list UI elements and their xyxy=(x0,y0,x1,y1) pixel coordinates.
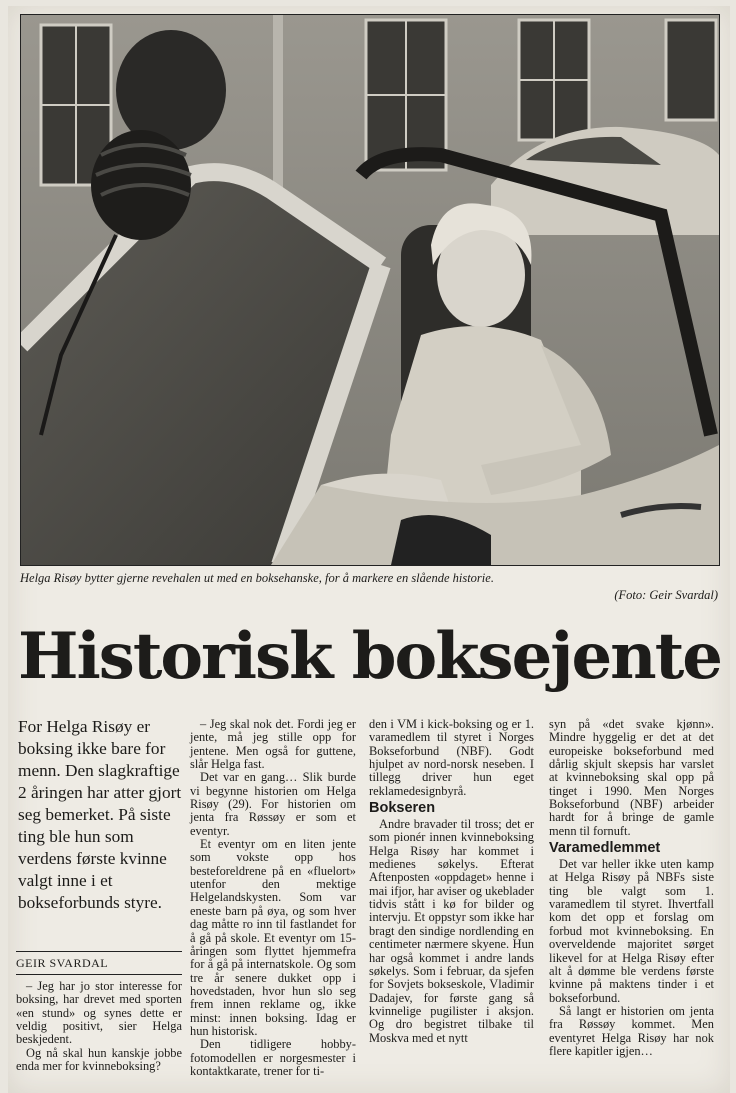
col4-paragraph-2: Det var heller ikke uten kamp at Helga Risøy på NBFs siste ting ble valgt som 1. varamedlem til styret. Ihvertfall kom det opp et forslag om forbud mot kvinneboksing. En overveldende majoritet sørget likevel for at Helga Risøy efter alt å dømme ble verdens første kvinne på maktens tinder i et bokseforbund. xyxy=(549,857,714,1005)
col4-subheading: Varamedlemmet xyxy=(549,840,661,857)
caption-text: Helga Risøy bytter gjerne revehalen ut med en boksehanske, for å markere en slående historie. xyxy=(20,571,494,585)
photo-caption xyxy=(20,570,718,604)
col2-paragraph-4: Den tidligere hobby-fotomodellen er norgesmester i kontaktkarate, trener for ti- xyxy=(190,1037,356,1078)
col3-subheading: Bokseren xyxy=(369,800,436,817)
headline: Historisk boksejente xyxy=(18,619,721,694)
column-3 xyxy=(369,718,534,1045)
col4-paragraph-1: syn på «det svake kjønn». Mindre hyggelig er det at det europeiske bokseforbund med dårlig skjult skepsis har varslet at kvinneboksing skal opp på tinget i 1990. Men Norges Bokseforbund (NBF) arbeider hardt for å bringe de gamle menn til fornuft. xyxy=(549,717,714,838)
col2-paragraph-1: – Jeg skal nok det. Fordi jeg er jente, må jeg stille opp for jentene. Men også for guttene, slår Helga fast. xyxy=(190,717,356,772)
lead-paragraph: For Helga Risøy er boksing ikke bare for menn. Den slagkraftige 2 åringen har atter gjort seg bemerket. På siste ting ble hun som verdens første kvinne valgt inne i et bokseforbunds styre. xyxy=(18,717,182,912)
column-1 xyxy=(16,980,182,1073)
col1-paragraph-1: – Jeg har jo stor interesse for boksing, har drevet med sporten «en stund» og synes dette er veldig positivt, sier Helga beskjedent. xyxy=(16,979,182,1047)
col3-paragraph-1: den i VM i kick-boksing og er 1. varamedlem til styret i Norges Bokseforbund (NBF). Godt hjulpet av nord-norsk neseben. I tillegg driver hun eget reklamedesignbyrå. xyxy=(369,717,534,798)
col3-paragraph-2: Andre bravader til tross; det er som pionér innen kvinneboksing Helga Risøy har kommet i medienes søkelys. Efterat Aftenposten «oppdaget» henne i mai ifjor, har aviser og ukeblader tidvis stått i kø for bilder og intervju. Et oppstyr som ikke har bragt den sindige nordlending en centimeter nærmere skyene. Hun har også kommet i andre lands søkelys. Som i februar, da sjefen for Sovjets bokseskole, Vladimir Dadajev, for første gang så kvinnelige pugilister i aksjon. Og dro begistret tilbake til Moskva med et nytt xyxy=(369,817,534,1045)
col2-paragraph-3: Et eventyr om en liten jente som vokste opp hos besteforeldrene på en «fluelort» utenfor den mektige Helgelandskysten. Som var eneste barn på øya, og som hver dag måtte ro inn til fastlandet for å gå på skole. Et eventyr om 15-åringen som flyttet hjemmefra for å gå på internatskole. Og som tre år senere dukket opp i hovedstaden, hvor hun slo seg frem innen reklame og, ikke minst: innen boksing. Idag er hun historisk. xyxy=(190,837,356,1038)
col1-paragraph-2: Og nå skal hun kanskje jobbe enda mer for kvinneboksing? xyxy=(16,1045,182,1074)
column-2 xyxy=(190,718,356,1078)
article-photo xyxy=(20,14,720,566)
byline: GEIR SVARDAL xyxy=(16,956,109,970)
byline-rule-bottom xyxy=(16,974,182,975)
byline-rule-top xyxy=(16,951,182,952)
col4-paragraph-3: Så langt er historien om jenta fra Røssøy kommet. Men eventyret Helga Risøy har nok flere kapitler igjen… xyxy=(549,1003,714,1058)
col2-paragraph-2: Det var en gang… Slik burde vi begynne historien om Helga Risøy (29). For historien om jenta fra Røssøy er som et eventyr. xyxy=(190,770,356,838)
photo-credit: (Foto: Geir Svardal) xyxy=(614,588,718,602)
photo-illustration xyxy=(21,15,719,565)
column-4 xyxy=(549,718,714,1058)
